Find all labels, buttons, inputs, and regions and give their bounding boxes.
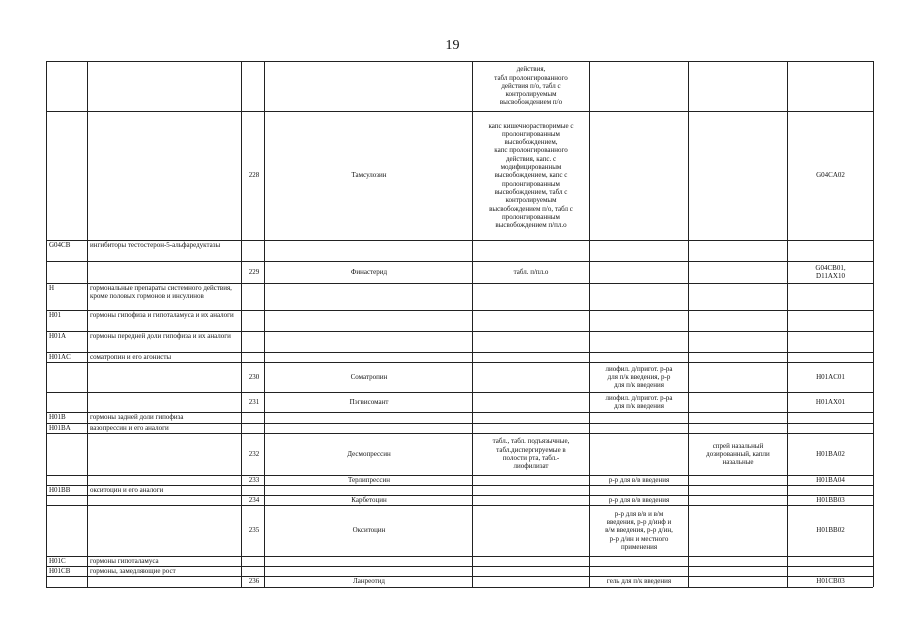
row-atc-code: H01CB03 (816, 577, 845, 586)
row-group-name: гормоны гипоталамуса (90, 557, 159, 565)
row-code: H (49, 284, 55, 292)
row-dosage-form: табл. п/пл.о (513, 267, 549, 276)
row-number: 234 (248, 495, 260, 504)
row-number: 235 (248, 526, 260, 535)
page-number: 19 (445, 38, 460, 53)
row-group-name: ингибиторы тестостерон-5-альфаредуктазы (90, 241, 221, 249)
table-column-rule (688, 61, 689, 587)
row-drug-name: Десмопрессин (347, 449, 391, 458)
row-group-name: гормоны передней доли гипофиза и их аналоги (90, 332, 231, 340)
row-code: H01A (49, 332, 67, 340)
row-drug-name: Пэгвисомант (349, 397, 389, 406)
table-rule (46, 587, 873, 588)
row-dosage-form-injectable: р-р для в/в и в/м введения, р-р д/инф и в/м введения, р-р д/ин, р-р д/ин и местного применения (605, 509, 673, 551)
table-rule (46, 111, 873, 112)
row-drug-name: Тамсулозин (351, 171, 387, 180)
table-rule (46, 433, 873, 434)
row-code: H01CB (49, 567, 71, 575)
row-dosage-form-injectable: гель для п/к введения (606, 577, 672, 586)
row-number: 228 (248, 171, 260, 180)
row-atc-code: H01AC01 (816, 372, 845, 381)
table-column-rule (787, 61, 788, 587)
row-number: 232 (248, 449, 260, 458)
row-code: H01 (49, 311, 62, 319)
row-dosage-form: табл., табл. подъязычные, табл.диспергируемые в полости рта, табл.- лиофилизат (492, 437, 570, 471)
table-rule (46, 61, 873, 62)
table-rule (46, 362, 873, 363)
table-column-rule (264, 61, 265, 587)
row-atc-code: H01BA04 (816, 475, 845, 484)
row-atc-code: G04CB01, D11AX10 (815, 263, 846, 280)
row-code: H01B (49, 413, 66, 421)
row-dosage-form: капс кишечнорастворимые с пролонгированным высвобождением, капс пролонгированного действия, капс. с модифицированным высвобождением, капс с пролонгированным высвобождением, табл с контролируемым высвобождением п/о, табл с пролонгированным высвобождением п/пл.о (488, 121, 574, 230)
row-drug-name: Окситоцин (352, 526, 386, 535)
table-column-rule (589, 61, 590, 587)
row-drug-name: Терлипрессин (348, 475, 390, 484)
row-dosage-form-injectable: р-р для в/в введения (608, 475, 670, 484)
row-dosage-form-injectable: лиофил. д/пригот. р-ра для п/к введения (605, 393, 673, 410)
row-atc-code: H01BB03 (816, 495, 845, 504)
table-column-rule (241, 61, 242, 587)
row-atc-code: H01AX01 (815, 397, 846, 406)
row-dosage-form: действия, табл пролонгированного действия п/о, табл с контролируемым высвобождением п/о (494, 65, 568, 107)
row-number: 233 (248, 475, 260, 484)
row-drug-name: Карбетоцин (351, 495, 387, 504)
row-group-name: гормоны задней доли гипофиза (90, 413, 184, 421)
table-rule (46, 392, 873, 393)
row-group-name: гормональные препараты системного действия, кроме половых гормонов и инсулинов (90, 284, 232, 301)
table-column-rule (87, 61, 88, 587)
row-group-name: вазопрессин и его аналоги (90, 424, 169, 432)
row-drug-name: Финастерид (350, 267, 388, 276)
row-group-name: гормоны гипофиза и гипоталамуса и их аналоги (90, 311, 234, 319)
table-column-rule (873, 61, 874, 587)
row-group-name: окситоцин и его аналоги (90, 486, 164, 494)
row-dosage-form-other: спрей назальный дозированный, капли назальные (706, 441, 770, 467)
row-number: 231 (248, 397, 260, 406)
row-number: 230 (248, 372, 260, 381)
row-group-name: гормоны, замедляющие рост (90, 567, 176, 575)
row-code: H01C (49, 557, 66, 565)
row-group-name: соматропин и его агонисты (90, 353, 172, 361)
row-dosage-form-injectable: лиофил. д/пригот. р-ра для п/к введения, р-р для п/к введения (605, 364, 673, 390)
row-atc-code: H01BB02 (816, 526, 845, 535)
row-code: H01BB (49, 486, 71, 494)
row-atc-code: G04CA02 (816, 171, 845, 180)
row-number: 229 (248, 267, 260, 276)
table-rule (46, 261, 873, 262)
row-code: G04CB (49, 241, 71, 249)
row-code: H01BA (49, 424, 71, 432)
row-drug-name: Соматропин (350, 372, 388, 381)
row-drug-name: Ланреотид (353, 577, 385, 586)
row-code: H01AC (49, 353, 71, 361)
table-column-rule (46, 61, 47, 587)
row-dosage-form-injectable: р-р для в/в введения (608, 495, 670, 504)
table-rule (46, 505, 873, 506)
row-atc-code: H01BA02 (816, 449, 845, 458)
row-number: 236 (248, 577, 260, 586)
